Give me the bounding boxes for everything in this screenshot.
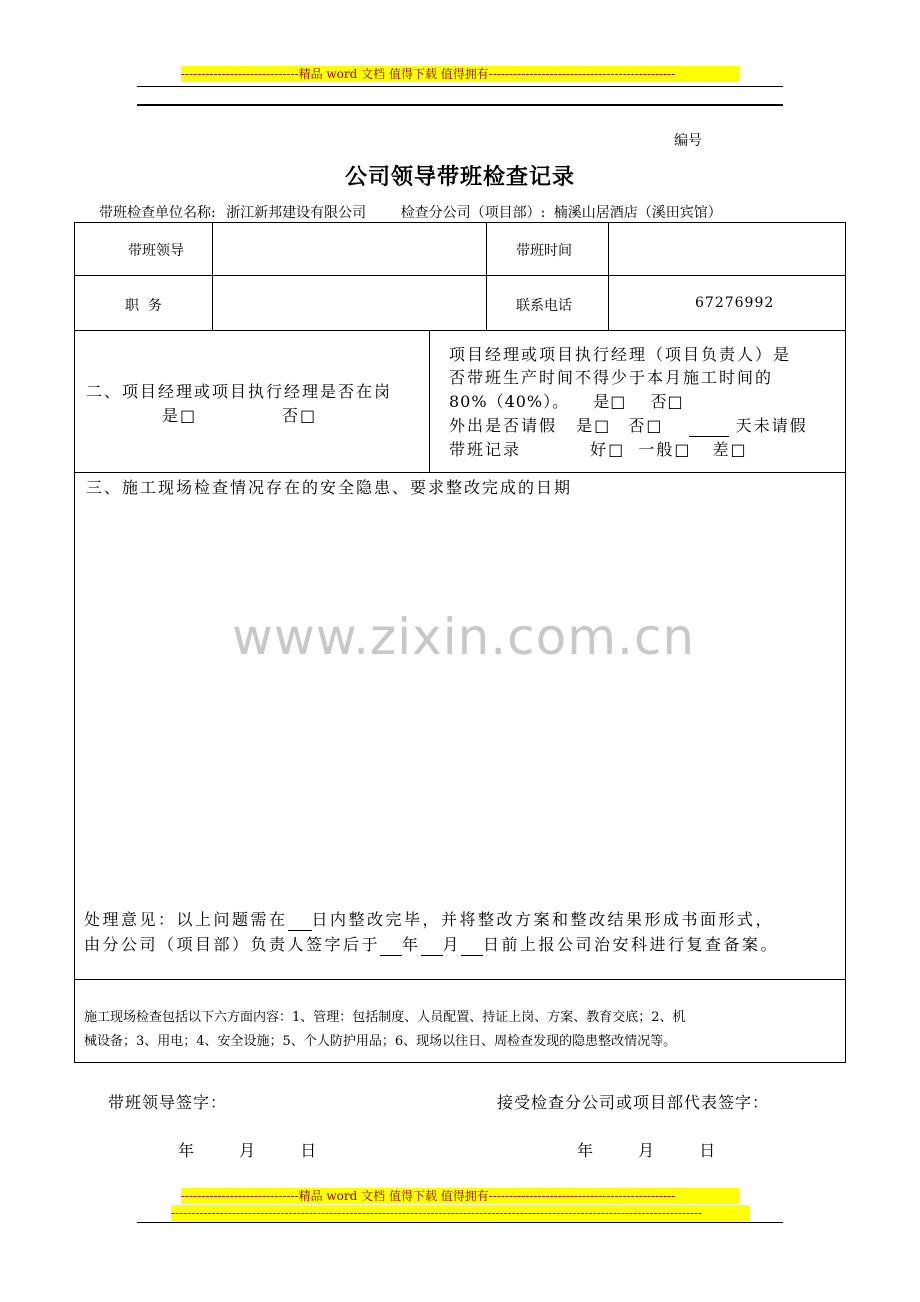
leader-sign-label: 带班领导签字： (108, 1093, 228, 1112)
col-line-a (212, 222, 213, 330)
watermark: www.zixin.com.cn (232, 608, 696, 666)
record-good[interactable]: 好□ (590, 440, 626, 459)
receiver-date (577, 1138, 715, 1161)
opinion-month: 月 (442, 935, 462, 954)
leave-yes[interactable]: 是□ (576, 416, 612, 435)
section2-right-line3 (449, 390, 684, 413)
opinion-line1 (84, 908, 774, 931)
note-line2: 械设备；3、用电；4、安全设施；5、个人防护用品；6、现场以往日、周检查发现的隐患整改情况等。 (84, 1034, 677, 1049)
branch-value: 楠溪山居酒店（溪田宾馆） (553, 205, 722, 221)
opinion-line2 (84, 933, 779, 956)
record-bad[interactable]: 差□ (712, 440, 748, 459)
branch-label: 检查分公司（项目部）: (400, 205, 546, 221)
opinion-year: 年 (402, 935, 421, 954)
opinion-line2-b: 日前上报公司治安科进行复查备案。 (483, 935, 780, 954)
receiver-date-year: 年 (577, 1141, 594, 1160)
opinion-line1-b: 日内整改完毕，并将整改方案和整改结果形成书面形式， (311, 910, 775, 929)
unit-value: 浙江新邦建设有限公司 (226, 205, 367, 221)
row-line-1 (74, 275, 846, 276)
section3-heading: 三、施工现场检查情况存在的安全隐患、要求整改完成的日期 (86, 478, 573, 497)
row-line-4 (74, 979, 846, 980)
footer-banner-2: ----------------------------------------------------------------------------------------------------------------------------------- (171, 1205, 749, 1221)
opinion-month-blank[interactable] (421, 939, 443, 956)
leader-date-year: 年 (178, 1141, 195, 1160)
leave-days-blank[interactable] (689, 420, 729, 437)
opinion-year-blank[interactable] (380, 939, 402, 956)
time-label: 带班时间 (516, 243, 572, 259)
leader-date-month: 月 (239, 1141, 256, 1160)
receiver-date-month: 月 (638, 1141, 655, 1160)
section2-yes[interactable]: 是□ (162, 406, 198, 425)
leader-date (178, 1138, 316, 1161)
unit-label: 带班检查单位名称: (99, 205, 216, 221)
leave-no[interactable]: 否□ (628, 416, 664, 435)
row-line-2 (74, 330, 846, 331)
section2-no[interactable]: 否□ (282, 406, 318, 425)
page-title: 公司领导带班检查记录 (344, 164, 575, 190)
leader-label: 带班领导 (128, 243, 184, 259)
unit-line (99, 202, 722, 222)
footer-rule (137, 1222, 783, 1223)
percent-yes[interactable]: 是□ (593, 392, 627, 411)
leader-date-day: 日 (300, 1141, 317, 1160)
record-label: 带班记录 (449, 440, 522, 459)
row-line-3 (74, 472, 846, 473)
percent-text: 80%（40%）。 (449, 392, 570, 411)
opinion-line2-a: 由分公司（项目部）负责人签字后于 (84, 935, 381, 954)
leave-label: 外出是否请假 (449, 416, 558, 435)
phone-value[interactable]: 67276992 (695, 295, 775, 311)
leave-line (449, 414, 808, 437)
record-normal[interactable]: 一般□ (638, 440, 692, 459)
col-line-c (608, 222, 609, 330)
percent-no[interactable]: 否□ (650, 392, 684, 411)
col-line-d (429, 330, 430, 472)
serial-label: 编号 (674, 133, 702, 149)
receiver-sign-label: 接受检查分公司或项目部代表签字： (497, 1093, 770, 1112)
header-rule-top (137, 86, 783, 87)
opinion-days-blank[interactable] (288, 914, 312, 931)
header-rule-bottom (137, 104, 783, 106)
footer-banner-1: -----------------------------精品 word 文档 值得下载 值得拥有---------------------------------------------- (181, 1188, 739, 1204)
leave-suffix: 天未请假 (735, 416, 808, 435)
note-line1: 施工现场检查包括以下六方面内容：1、管理：包括制度、人员配置、持证上岗、方案、教育交底；2、机 (84, 1010, 686, 1025)
position-label: 职 务 (125, 298, 162, 314)
section2-right-line2: 否带班生产时间不得少于本月施工时间的 (449, 368, 774, 387)
section2-right-line1: 项目经理或项目执行经理（项目负责人）是 (449, 345, 792, 364)
receiver-date-day: 日 (699, 1141, 716, 1160)
phone-label: 联系电话 (516, 298, 572, 314)
opinion-line1-a: 处理意见：以上问题需在 (84, 910, 288, 929)
col-line-b (486, 222, 487, 330)
opinion-day-blank[interactable] (461, 939, 483, 956)
record-line (449, 438, 748, 461)
header-banner: -----------------------------精品 word 文档 值得下载 值得拥有---------------------------------------------- (181, 66, 739, 82)
section2-question: 二、项目经理或项目执行经理是否在岗 (86, 382, 393, 401)
